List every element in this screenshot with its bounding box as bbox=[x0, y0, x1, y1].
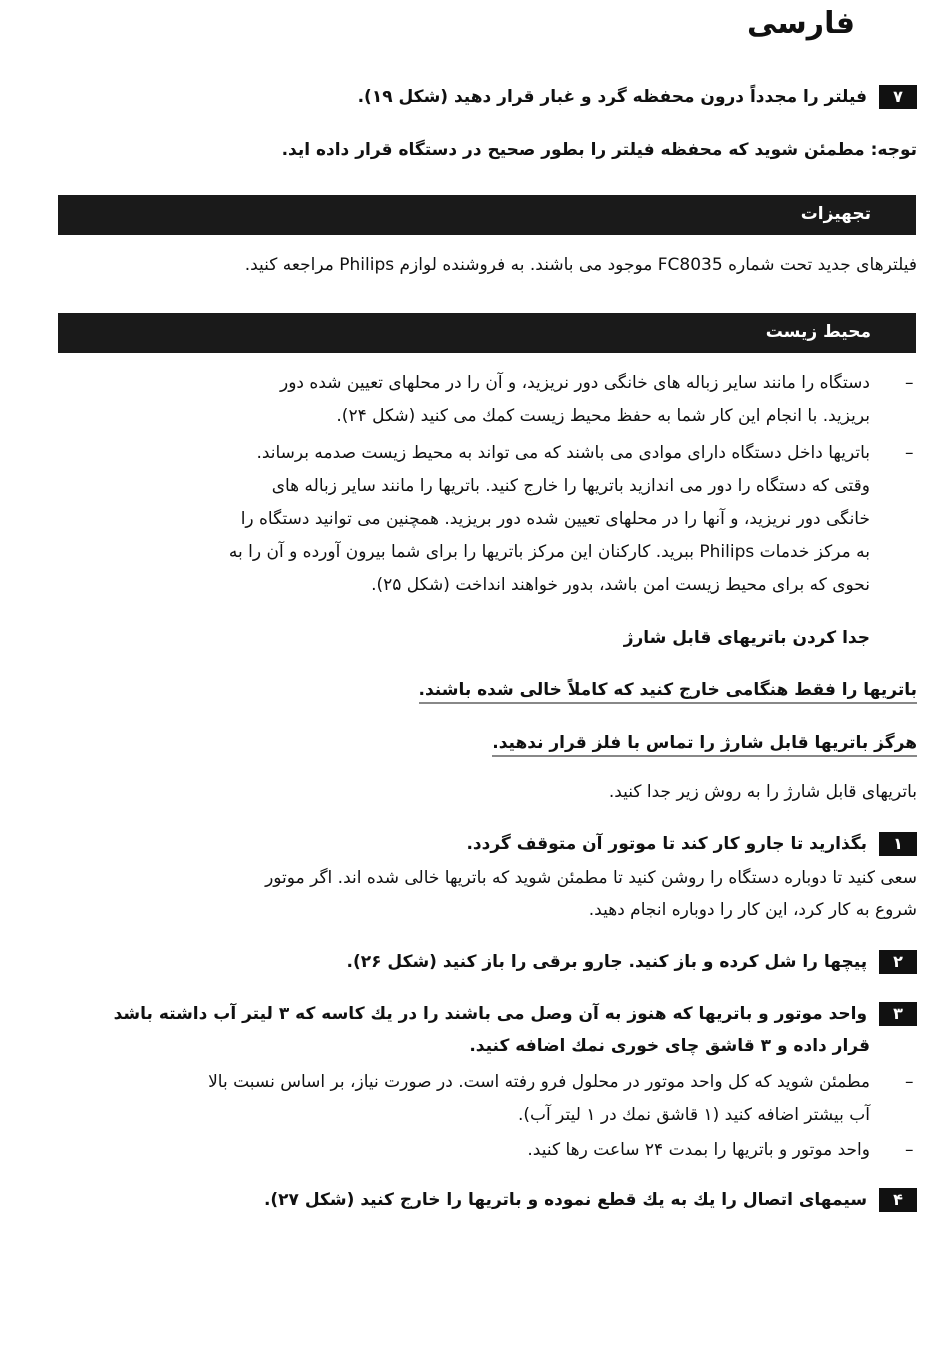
section-heading: محیط زیست bbox=[765, 322, 871, 342]
bullet-dash: – bbox=[905, 373, 914, 393]
step-4-text: سیمهای اتصال را یك به یك قطع نموده و باتریها را خارج کنید (شکل ۲۷). bbox=[263, 1190, 868, 1210]
step-number-badge: ۷ bbox=[879, 85, 917, 109]
step-1 bbox=[466, 832, 917, 856]
section-header-accessories bbox=[58, 195, 916, 235]
note-text: توجه: مطمئن شوید که محفظه فیلتر را بطور صحیح در دستگاه قرار داده اید. bbox=[281, 140, 917, 160]
step-4 bbox=[264, 1188, 917, 1212]
env-bullet-2-line-3: خانگی دور نریزید، و آنها را در محلهای تعیین شده دور بریزید. همچنین می توانید دستگاه را bbox=[240, 509, 870, 529]
step-7-text: فیلتر را مجدداً درون محفظه گرد و غبار قرار دهید (شکل ۱۹). bbox=[357, 87, 868, 107]
step-3-bullet-1-line-2: آب بیشتر اضافه کنید (۱ قاشق نمك در ۱ لیتر آب). bbox=[517, 1105, 870, 1125]
env-bullet-2-line-2: وقتی که دستگاه را دور می اندازید باتریها را خارج کنید. باتریها را مانند سایر زباله های bbox=[271, 476, 870, 496]
bullet-dash: – bbox=[905, 443, 914, 463]
page-title: فارسی bbox=[746, 6, 855, 41]
step-3-text-2: قرار داده و ۳ قاشق چای خوری نمك اضافه کنید. bbox=[469, 1036, 870, 1056]
step-number-badge: ۱ bbox=[879, 832, 917, 856]
env-bullet-2-line-5: نحوی که برای محیط زیست امن باشد، بدور خواهند انداخت (شکل ۲۵). bbox=[371, 575, 870, 595]
step-number-badge: ۳ bbox=[879, 1002, 917, 1026]
step-7 bbox=[358, 85, 917, 109]
env-bullet-1-line-2: بریزید. با انجام این کار شما به حفظ محیط زیست کمك می کنید (شکل ۲۴). bbox=[336, 406, 870, 426]
step-number-badge: ۲ bbox=[879, 950, 917, 974]
subheading-removing-batteries: جدا کردن باتریهای قابل شارژ bbox=[623, 628, 870, 648]
step-1-text: بگذارید تا جارو کار کند تا موتور آن متوقف گردد. bbox=[466, 834, 868, 854]
bullet-dash: – bbox=[905, 1140, 914, 1160]
removing-intro: باتریهای قابل شارژ را به روش زیر جدا کنید. bbox=[608, 782, 917, 802]
env-bullet-2-line-4: به مرکز خدمات Philips ببرید. کارکنان این مرکز باتریها را برای شما بیرون آورده و آن را به bbox=[228, 542, 870, 562]
step-2-text: پیچها را شل کرده و باز کنید. جارو برقی را باز کنید (شکل ۲۶). bbox=[346, 952, 868, 972]
bullet-dash: – bbox=[905, 1072, 914, 1092]
warning-1: باتریها را فقط هنگامی خارج کنید که کاملاً خالی شده باشند. bbox=[419, 680, 917, 704]
warning-2: هرگز باتریها قابل شارژ را تماس با فلز قرار ندهید. bbox=[492, 733, 917, 757]
step-3-bullet-2: واحد موتور و باتریها را بمدت ۲۴ ساعت رها کنید. bbox=[527, 1140, 870, 1160]
step-1-sub-line-1: سعی کنید تا دوباره دستگاه را روشن کنید تا مطمئن شوید که باتریها خالی شده اند. اگر موتور bbox=[265, 868, 917, 888]
accessories-text: فیلترهای جدید تحت شماره FC8035 موجود می باشند. به فروشنده لوازم Philips مراجعه کنید. bbox=[244, 255, 917, 275]
env-bullet-1-line-1: دستگاه را مانند سایر زباله های خانگی دور نریزید، و آن را در محلهای تعیین شده دور bbox=[280, 373, 870, 393]
step-2 bbox=[346, 950, 917, 974]
step-3-text: واحد موتور و باتریها که هنوز به آن وصل می باشند را در یك کاسه که ۳ لیتر آب داشته باشد bbox=[113, 1004, 868, 1024]
step-3 bbox=[114, 1002, 917, 1026]
step-number-badge: ۴ bbox=[879, 1188, 917, 1212]
env-bullet-2-line-1: باتریها داخل دستگاه دارای موادی می باشند که می تواند به محیط زیست صدمه برساند. bbox=[256, 443, 870, 463]
step-1-sub-line-2: شروع به کار کرد، این کار را دوباره انجام دهید. bbox=[588, 900, 917, 920]
section-header-environment bbox=[58, 313, 916, 353]
section-heading: تجهیزات bbox=[800, 204, 871, 224]
step-3-bullet-1-line-1: مطمئن شوید که کل واحد موتور در محلول فرو رفته است. در صورت نیاز، بر اساس نسبت بالا bbox=[208, 1072, 870, 1092]
